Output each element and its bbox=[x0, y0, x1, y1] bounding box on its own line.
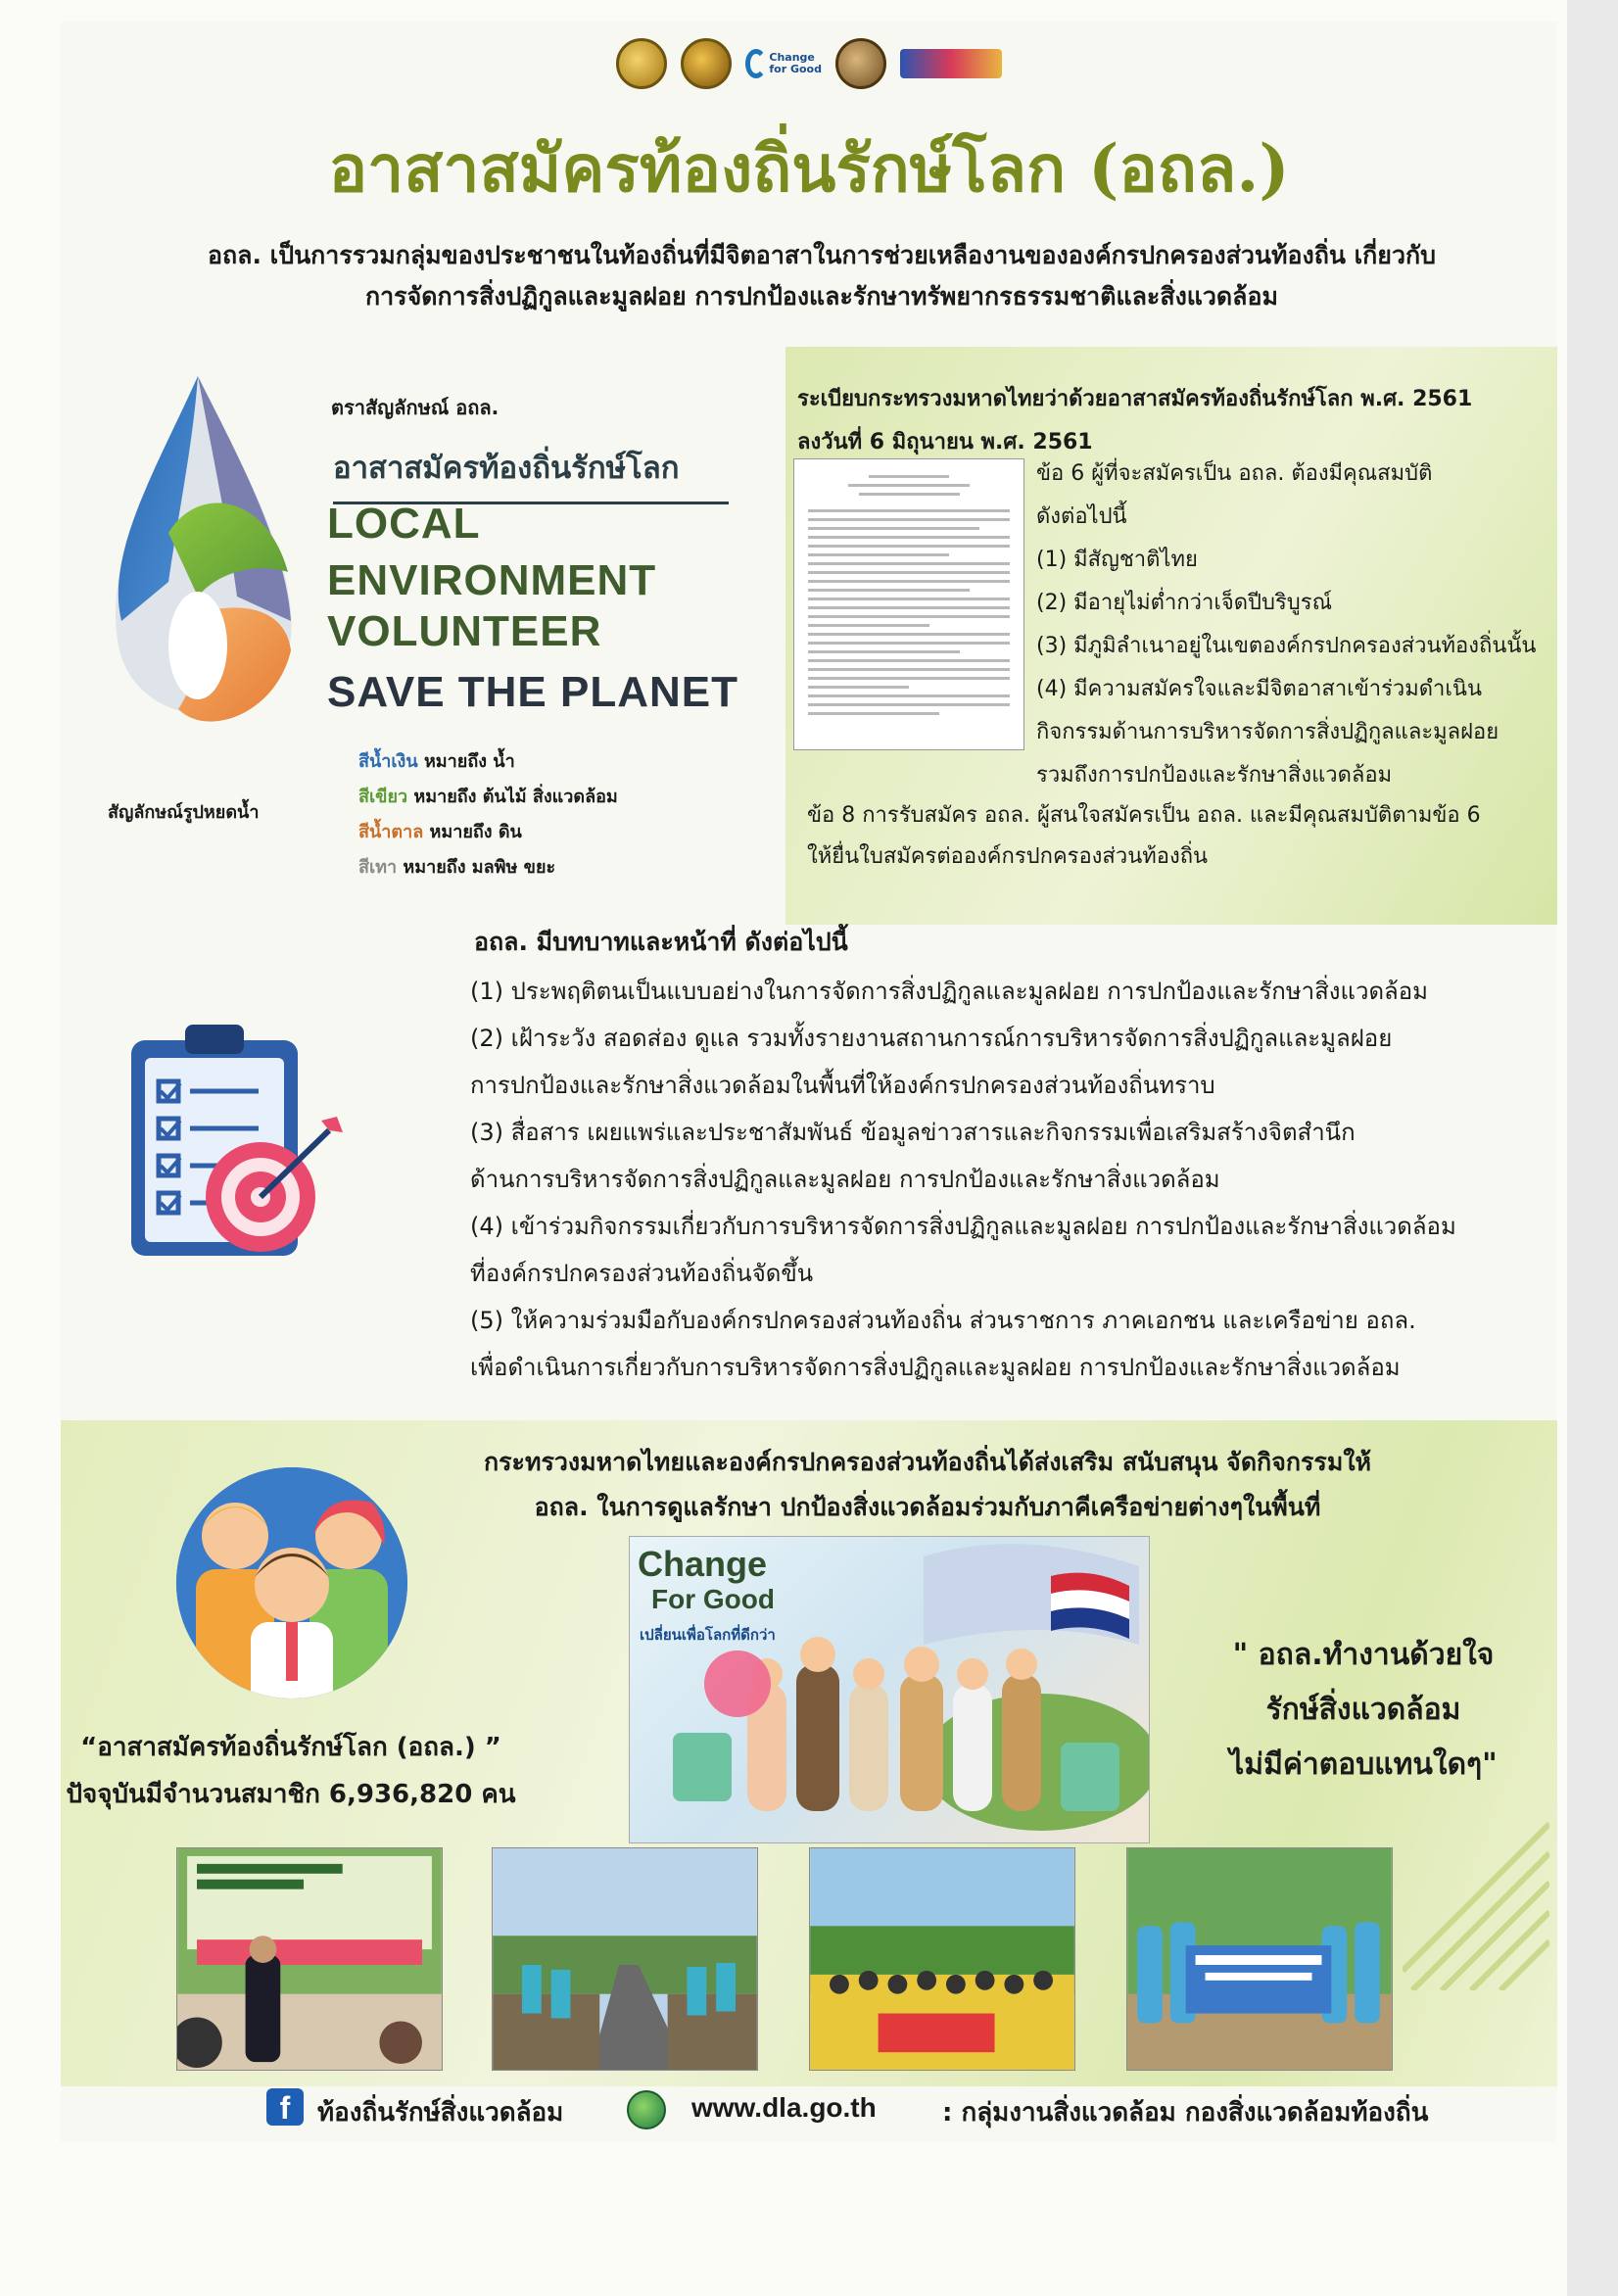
regulation-item: ข้อ 6 ผู้ที่จะสมัครเป็น อถล. ต้องมีคุณสมบัติ bbox=[1036, 461, 1433, 486]
emblem-line-local: LOCAL bbox=[327, 500, 481, 548]
globe-icon bbox=[627, 2090, 666, 2129]
role-line: (3) สื่อสาร เผยแพร่และประชาสัมพันธ์ ข้อมูลข่าวสารและกิจกรรมเพื่อเสริมสร้างจิตสำนึก bbox=[470, 1119, 1356, 1146]
role-line: เพื่อดำเนินการเกี่ยวกับการบริหารจัดการสิ่งปฏิกูลและมูลฝอย การปกป้องและรักษาสิ่งแวดล้อม bbox=[470, 1354, 1401, 1381]
members-line-2: ปัจจุบันมีจำนวนสมาชิก 6,936,820 คน bbox=[66, 1780, 516, 1809]
cfg-logo-text: Change for Good bbox=[769, 51, 822, 75]
regulation-item: (2) มีอายุไม่ต่ำกว่าเจ็ดปีบริบูรณ์ bbox=[1036, 591, 1332, 615]
color-name-green: สีเขียว bbox=[358, 787, 408, 807]
facebook-page-link[interactable]: ท้องถิ่นรักษ์สิ่งแวดล้อม bbox=[317, 2098, 564, 2128]
thai-emblem-icon bbox=[835, 38, 886, 89]
website-link[interactable]: www.dla.go.th bbox=[691, 2092, 877, 2123]
activity-photo-2 bbox=[492, 1847, 758, 2071]
quote-line-2: รักษ์สิ่งแวดล้อม bbox=[1265, 1693, 1461, 1727]
poster-page bbox=[61, 22, 1557, 2142]
activity-photo-1 bbox=[176, 1847, 443, 2071]
promo-scene-icon bbox=[630, 1537, 1150, 1843]
regulation-title-line-1: ระเบียบกระทรวงมหาดไทยว่าด้วยอาสาสมัครท้องถิ่นรักษ์โลก พ.ศ. 2561 bbox=[797, 387, 1473, 411]
color-name-gray: สีเทา bbox=[358, 857, 398, 878]
regulation-item: กิจกรรมด้านการบริหารจัดการสิ่งปฏิกูลและมูลฝอย bbox=[1036, 720, 1499, 744]
color-meaning-blue bbox=[358, 746, 515, 775]
logo-row bbox=[61, 29, 1557, 98]
members-count-text bbox=[61, 1724, 521, 1818]
color-name-brown: สีน้ำตาล bbox=[358, 822, 424, 842]
color-meaning-text: หมายถึง น้ำ bbox=[423, 751, 515, 772]
color-meaning-text: หมายถึง ต้นไม้ สิ่งแวดล้อม bbox=[413, 787, 618, 807]
color-name-blue: สีน้ำเงิน bbox=[358, 751, 418, 772]
color-meaning-brown bbox=[358, 817, 522, 845]
support-line-1: กระทรวงมหาดไทยและองค์กรปกครองส่วนท้องถิ่นได้ส่งเสริม สนับสนุน จัดกิจกรรมให้ bbox=[483, 1448, 1372, 1476]
emblem-line-environment: ENVIRONMENT bbox=[327, 556, 657, 604]
support-text bbox=[315, 1440, 1540, 1530]
quote-line-3: ไม่มีค่าตอบแทนใดๆ" bbox=[1229, 1747, 1498, 1782]
quote-line-1: " อถล.ทำงานด้วยใจ bbox=[1232, 1638, 1495, 1672]
roles-title: อถล. มีบทบาทและหน้าที่ ดังต่อไปนี้ bbox=[474, 928, 848, 956]
regulation-title-line-2: ลงวันที่ 6 มิถุนายน พ.ศ. 2561 bbox=[797, 430, 1093, 454]
intro-line-1: อถล. เป็นการรวมกลุ่มของประชาชนในท้องถิ่นที่มีจิตอาสาในการช่วยเหลืองานขององค์กรปกครองส่วนท้องถิ่น เกี่ยวกับ bbox=[207, 241, 1437, 269]
emblem-line-save-planet: SAVE THE PLANET bbox=[327, 668, 739, 716]
facebook-icon[interactable]: f bbox=[266, 2088, 304, 2126]
checklist-target-icon bbox=[112, 1011, 347, 1266]
regulation-qualifications bbox=[1036, 453, 1555, 797]
change-for-good-promo-image bbox=[629, 1536, 1150, 1843]
dla-seal-icon bbox=[616, 38, 667, 89]
regulation-title bbox=[797, 378, 1551, 464]
emblem-line-volunteer: VOLUNTEER bbox=[327, 607, 602, 655]
color-meaning-gray bbox=[358, 852, 555, 881]
regulation-item: (1) มีสัญชาติไทย bbox=[1036, 548, 1198, 572]
regulation-application-note bbox=[807, 795, 1551, 878]
department-credit: : กลุ่มงานสิ่งแวดล้อม กองสิ่งแวดล้อมท้องถิ่น bbox=[942, 2098, 1429, 2128]
role-line: (4) เข้าร่วมกิจกรรมเกี่ยวกับการบริหารจัดการสิ่งปฏิกูลและมูลฝอย การปกป้องและรักษาสิ่งแวดล้อม bbox=[470, 1213, 1456, 1240]
role-line: การปกป้องและรักษาสิ่งแวดล้อมในพื้นที่ให้องค์กรปกครองส่วนท้องถิ่นทราบ bbox=[470, 1072, 1215, 1099]
promo-subtitle: เปลี่ยนเพื่อโลกที่ดีกว่า bbox=[640, 1626, 776, 1644]
regulation-document-thumbnail bbox=[793, 458, 1024, 750]
regulation-item: (4) มีความสมัครใจและมีจิตอาสาเข้าร่วมดำเนิน bbox=[1036, 677, 1483, 701]
promo-brand-line-1: Change bbox=[638, 1544, 768, 1584]
role-line: ที่องค์กรปกครองส่วนท้องถิ่นจัดขึ้น bbox=[470, 1260, 814, 1287]
promo-brand-line-2: For Good bbox=[651, 1584, 775, 1614]
role-line: (5) ให้ความร่วมมือกับองค์กรปกครองส่วนท้องถิ่น ส่วนราชการ ภาคเอกชน และเครือข่าย อถล. bbox=[470, 1307, 1416, 1334]
color-meaning-green bbox=[358, 782, 618, 810]
regulation-item: รวมถึงการปกป้องและรักษาสิ่งแวดล้อม bbox=[1036, 763, 1393, 788]
water-drop-logo-icon bbox=[100, 376, 306, 758]
members-line-1: “อาสาสมัครท้องถิ่นรักษ์โลก (อถล.) ” bbox=[80, 1733, 501, 1762]
roles-list bbox=[470, 968, 1538, 1391]
regulation-item: (3) มีภูมิลำเนาอยู่ในเขตองค์กรปกครองส่วนท้องถิ่นนั้น bbox=[1036, 634, 1537, 658]
role-line: ด้านการบริหารจัดการสิ่งปฏิกูลและมูลฝอย การปกป้องและรักษาสิ่งแวดล้อม bbox=[470, 1166, 1220, 1193]
volunteers-illustration-icon bbox=[176, 1467, 407, 1698]
intro-text bbox=[112, 235, 1532, 317]
regulation-note-line-2: ให้ยื่นใบสมัครต่อองค์กรปกครองส่วนท้องถิ่น bbox=[807, 844, 1209, 869]
role-line: (1) ประพฤติตนเป็นแบบอย่างในการจัดการสิ่งปฏิกูลและมูลฝอย การปกป้องและรักษาสิ่งแวดล้อม bbox=[470, 978, 1428, 1005]
activity-photo-3 bbox=[809, 1847, 1075, 2071]
moi-seal-icon bbox=[681, 38, 732, 89]
change-c-icon bbox=[745, 49, 767, 78]
color-meaning-text: หมายถึง มลพิษ ขยะ bbox=[403, 857, 556, 878]
footer bbox=[61, 2088, 1557, 2143]
local-banner-logo bbox=[900, 49, 1002, 78]
page-title: อาสาสมัครท้องถิ่นรักษ์โลก (อถล.) bbox=[328, 130, 1290, 207]
support-line-2: อถล. ในการดูแลรักษา ปกป้องสิ่งแวดล้อมร่วมกับภาคีเครือข่ายต่างๆในพื้นที่ bbox=[534, 1493, 1321, 1521]
change-for-good-logo bbox=[745, 38, 822, 89]
diagonal-stripes-decoration bbox=[1403, 1765, 1549, 1990]
regulation-note-line-1: ข้อ 8 การรับสมัคร อถล. ผู้สนใจสมัครเป็น อถล. และมีคุณสมบัติตามข้อ 6 bbox=[807, 803, 1481, 828]
drop-caption: สัญลักษณ์รูปหยดน้ำ bbox=[108, 802, 260, 823]
color-meaning-text: หมายถึง ดิน bbox=[429, 822, 522, 842]
emblem-name-th: อาสาสมัครท้องถิ่นรักษ์โลก bbox=[333, 451, 680, 486]
activity-photo-4 bbox=[1126, 1847, 1393, 2071]
regulation-item: ดังต่อไปนี้ bbox=[1036, 504, 1127, 529]
emblem-label: ตราสัญลักษณ์ อถล. bbox=[331, 396, 500, 419]
role-line: (2) เฝ้าระวัง สอดส่อง ดูแล รวมทั้งรายงานสถานการณ์การบริหารจัดการสิ่งปฏิกูลและมูลฝอย bbox=[470, 1025, 1393, 1052]
intro-line-2: การจัดการสิ่งปฏิกูลและมูลฝอย การปกป้องและรักษาทรัพยากรธรรมชาติและสิ่งแวดล้อม bbox=[365, 282, 1278, 311]
